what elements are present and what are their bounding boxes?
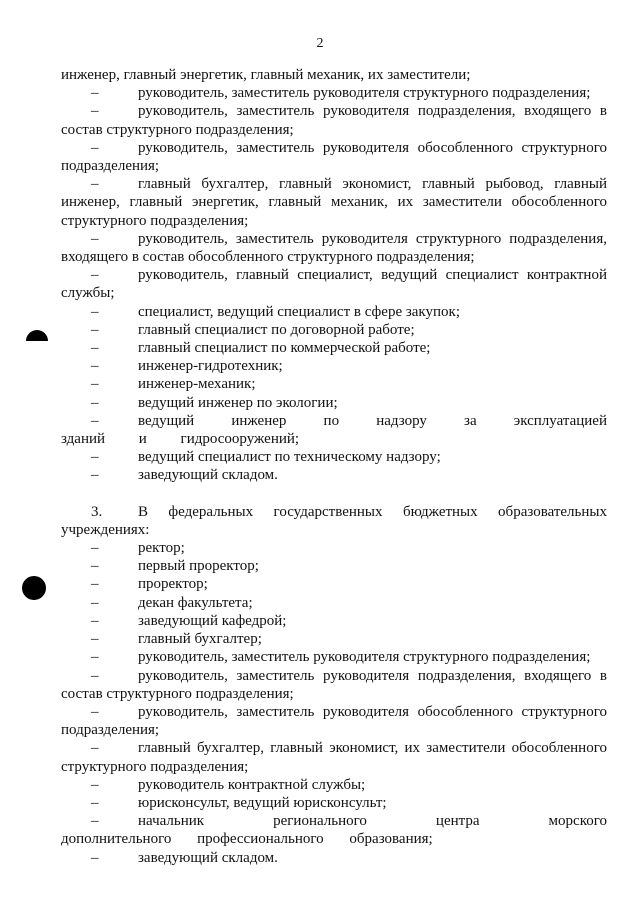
list-item-text: ведущий инженер по экологии; bbox=[138, 394, 338, 411]
binding-hole-mark bbox=[22, 576, 46, 600]
list-item bbox=[61, 594, 607, 612]
dash-bullet: – bbox=[91, 85, 99, 102]
list-item-text: руководитель, заместитель руководителя подразделения, входящего в состав структурного подразделения; bbox=[61, 667, 607, 702]
dash-bullet: – bbox=[91, 358, 99, 375]
list-item-text: руководитель, заместитель руководителя подразделения, входящего в состав структурного подразделения; bbox=[61, 103, 607, 138]
position-list bbox=[61, 539, 607, 867]
section-heading bbox=[61, 503, 607, 539]
list-item bbox=[61, 466, 607, 484]
list-item bbox=[61, 448, 607, 466]
list-item-text: главный бухгалтер; bbox=[138, 631, 262, 648]
list-item bbox=[61, 703, 607, 739]
list-item-text: руководитель, заместитель руководителя обособленного структурного подразделения; bbox=[61, 703, 607, 739]
list-item bbox=[61, 648, 607, 666]
dash-bullet: – bbox=[91, 540, 99, 557]
dash-bullet: – bbox=[91, 303, 99, 320]
dash-bullet: – bbox=[91, 467, 99, 484]
dash-bullet: – bbox=[91, 631, 99, 648]
list-item bbox=[61, 66, 607, 84]
dash-bullet: – bbox=[91, 667, 99, 684]
list-item bbox=[61, 230, 607, 266]
list-item-text: руководитель, главный специалист, ведущий специалист контрактной службы; bbox=[61, 267, 607, 302]
dash-bullet: – bbox=[91, 103, 99, 120]
list-item bbox=[61, 321, 607, 339]
list-item bbox=[61, 303, 607, 321]
list-item-text: главный бухгалтер, главный экономист, их заместители обособленного структурного подразделения; bbox=[61, 740, 607, 775]
list-item bbox=[61, 776, 607, 794]
dash-bullet: – bbox=[91, 594, 99, 611]
dash-bullet: – bbox=[91, 813, 99, 830]
list-item-text: юрисконсульт, ведущий юрисконсульт; bbox=[138, 794, 387, 811]
list-item bbox=[61, 739, 607, 775]
list-item-text: заведующий кафедрой; bbox=[138, 612, 287, 629]
dash-bullet: – bbox=[91, 176, 99, 193]
list-item bbox=[61, 630, 607, 648]
list-item-text: специалист, ведущий специалист в сфере закупок; bbox=[138, 303, 460, 320]
list-item bbox=[61, 557, 607, 575]
dash-bullet: – bbox=[91, 576, 99, 593]
list-item bbox=[61, 575, 607, 593]
list-item-text: начальник регионального центра морского дополнительного профессионального образования; bbox=[61, 813, 607, 848]
dash-bullet: – bbox=[91, 649, 99, 666]
list-item-text: декан факультета; bbox=[138, 594, 253, 611]
dash-bullet: – bbox=[91, 340, 99, 357]
list-item bbox=[61, 412, 607, 448]
list-item bbox=[61, 849, 607, 867]
dash-bullet: – bbox=[91, 394, 99, 411]
list-item-text: инженер-механик; bbox=[138, 376, 256, 393]
section-number: 3. bbox=[91, 503, 103, 520]
dash-bullet: – bbox=[91, 612, 99, 629]
dash-bullet: – bbox=[91, 794, 99, 811]
dash-bullet: – bbox=[91, 703, 99, 720]
list-item-text: заведующий складом. bbox=[138, 467, 278, 484]
binding-hole-mark bbox=[26, 330, 48, 341]
list-item bbox=[61, 612, 607, 630]
list-item-text: инженер-гидротехник; bbox=[138, 358, 283, 375]
dash-bullet: – bbox=[91, 849, 99, 866]
list-item bbox=[61, 357, 607, 375]
section-title: В федеральных государственных бюджетных образовательных учреждениях: bbox=[61, 503, 607, 538]
list-item bbox=[61, 175, 607, 230]
list-item bbox=[61, 375, 607, 393]
position-list bbox=[61, 66, 607, 485]
dash-bullet: – bbox=[91, 412, 99, 429]
list-item bbox=[61, 812, 607, 848]
dash-bullet: – bbox=[91, 139, 99, 156]
list-item-text: заведующий складом. bbox=[138, 849, 278, 866]
dash-bullet: – bbox=[91, 740, 99, 757]
dash-bullet: – bbox=[91, 449, 99, 466]
list-item-text: главный специалист по коммерческой работе; bbox=[138, 340, 431, 357]
list-item-text: ректор; bbox=[138, 540, 185, 557]
list-item bbox=[61, 102, 607, 138]
list-item bbox=[61, 139, 607, 175]
list-item bbox=[61, 266, 607, 302]
document-body bbox=[61, 66, 607, 867]
list-item-text: ведущий специалист по техническому надзору; bbox=[138, 449, 441, 466]
list-item-text: ведущий инженер по надзору за эксплуатацией зданий и гидросооружений; bbox=[61, 412, 607, 448]
list-item-text: главный специалист по договорной работе; bbox=[138, 321, 415, 338]
list-item-text: главный бухгалтер, главный экономист, главный рыбовод, главный инженер, главный энергетик, главный механик, их заместители обособленного структурного подразделения; bbox=[61, 176, 607, 229]
dash-bullet: – bbox=[91, 230, 99, 247]
list-item bbox=[61, 539, 607, 557]
list-item-text: руководитель, заместитель руководителя структурного подразделения, входящего в состав обособленного структурного подразделения; bbox=[61, 230, 607, 266]
list-item-text: руководитель, заместитель руководителя обособленного структурного подразделения; bbox=[61, 139, 607, 175]
dash-bullet: – bbox=[91, 376, 99, 393]
list-item-text: руководитель, заместитель руководителя структурного подразделения; bbox=[138, 649, 591, 666]
list-item bbox=[61, 394, 607, 412]
dash-bullet: – bbox=[91, 321, 99, 338]
list-item-text: руководитель, заместитель руководителя структурного подразделения; bbox=[138, 85, 591, 102]
list-item-text: проректор; bbox=[138, 576, 208, 593]
list-item bbox=[61, 667, 607, 703]
dash-bullet: – bbox=[91, 267, 99, 284]
list-item-text: инженер, главный энергетик, главный механик, их заместители; bbox=[61, 67, 471, 83]
list-item bbox=[61, 84, 607, 102]
list-item bbox=[61, 339, 607, 357]
dash-bullet: – bbox=[91, 558, 99, 575]
dash-bullet: – bbox=[91, 776, 99, 793]
list-item-text: руководитель контрактной службы; bbox=[138, 776, 366, 793]
page-number: 2 bbox=[316, 36, 324, 51]
list-item bbox=[61, 794, 607, 812]
paragraph-gap bbox=[61, 485, 607, 503]
list-item-text: первый проректор; bbox=[138, 558, 259, 575]
